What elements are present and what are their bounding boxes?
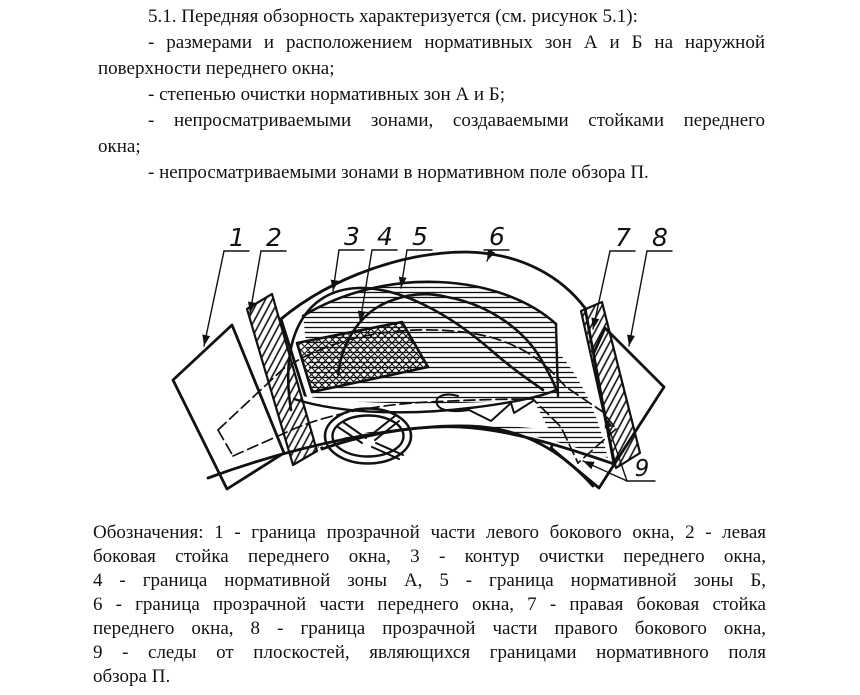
callout-label-7: 7 [615, 223, 631, 252]
callout-label-6: 6 [489, 222, 505, 251]
intro-line: поверхности переднего окна; [98, 58, 335, 79]
intro-line: окна; [98, 136, 141, 157]
callout-label-9: 9 [634, 456, 650, 482]
legend-line: Обозначения: 1 - граница прозрачной части левого бокового окна, 2 - левая [93, 522, 766, 543]
callout-label-8: 8 [652, 223, 668, 252]
legend-line: 9 - следы от плоскостей, являющихся границами нормативного поля [93, 642, 766, 663]
legend-line: переднего окна, 8 - граница прозрачной части правого бокового окна, [93, 618, 766, 639]
callout-label-3: 3 [344, 222, 360, 251]
legend-line: боковая стойка переднего окна, 3 - контур очистки переднего окна, [93, 546, 766, 567]
legend-line: 6 - граница прозрачной части переднего окна, 7 - правая боковая стойка [93, 594, 766, 615]
intro-line: 5.1. Передняя обзорность характеризуется (см. рисунок 5.1): [148, 6, 638, 27]
callout-label-5: 5 [412, 222, 428, 251]
intro-line: - непросматриваемыми зонами в нормативном поле обзора П. [148, 162, 649, 183]
callout-label-1: 1 [229, 223, 245, 252]
intro-line: - степенью очистки нормативных зон А и Б; [148, 84, 505, 105]
legend-line: 4 - граница нормативной зоны А, 5 - граница нормативной зоны Б, [93, 570, 766, 591]
callout-label-2: 2 [266, 223, 282, 252]
callout-8 [629, 251, 672, 346]
callout-label-4: 4 [377, 222, 393, 251]
legend-paragraph [93, 521, 766, 689]
legend-line: обзора П. [93, 666, 171, 687]
intro-line: - непросматриваемыми зонами, создаваемыми стойками переднего [148, 110, 765, 131]
intro-line: - размерами и расположением нормативных зон А и Б на наружной [148, 32, 765, 53]
